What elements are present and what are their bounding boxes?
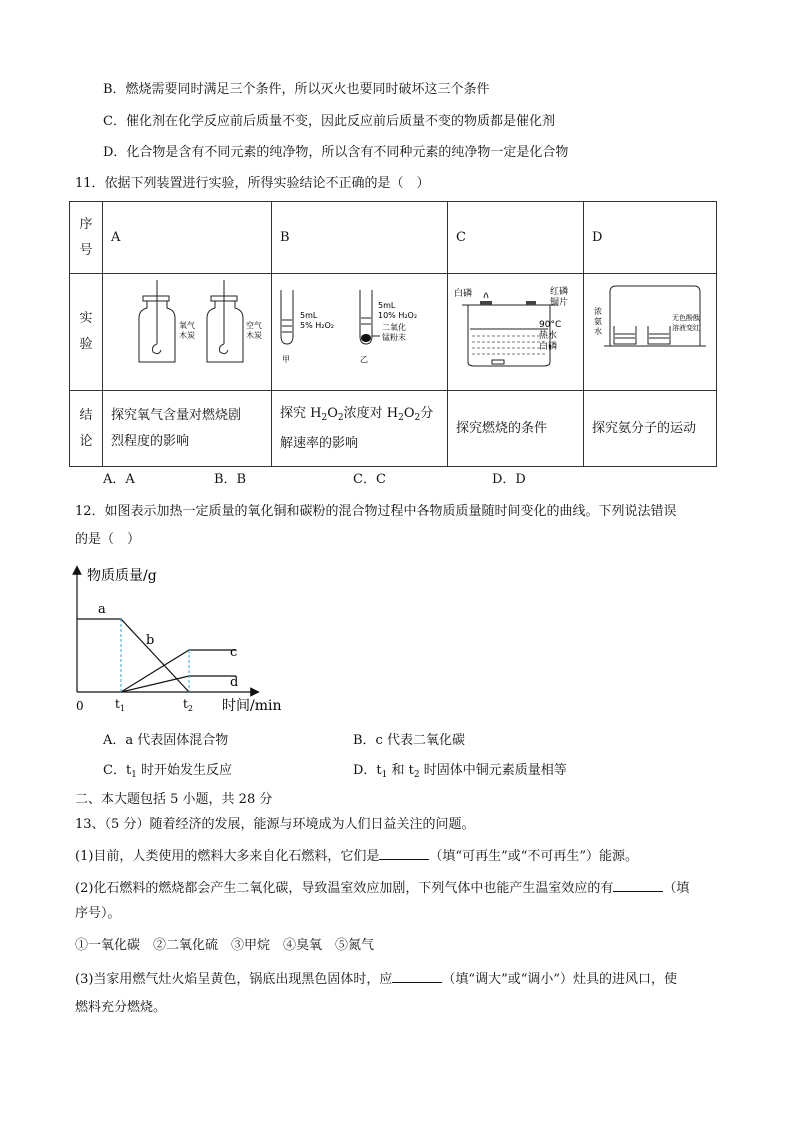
y-axis-label: 物质质量/g (87, 568, 157, 584)
table-row (70, 202, 717, 274)
d-left-2: 氨 (594, 317, 602, 326)
row-header-seq: 序 号 (70, 202, 103, 274)
b-yi-catalyst-2: 锰粉末 (382, 333, 406, 342)
q12-option-b: B．c 代表二氧化碳 (353, 733, 465, 748)
q12-stem-1: 12．如图表示加热一定质量的氧化铜和碳粉的混合物过程中各物质质量随时间变化的曲线。下列说法错误 (75, 504, 677, 519)
answer-blank-3[interactable] (392, 968, 442, 983)
red-phosphorus (526, 301, 536, 305)
diagram-a (103, 274, 272, 391)
conclusion-d: 探究氨分子的运动 (584, 391, 717, 467)
x-axis-label: 时间/min (222, 698, 282, 714)
row-header-conc: 结 论 (70, 391, 103, 467)
col-header-b: B (272, 202, 448, 274)
b-yi-vol: 5mL (378, 301, 396, 310)
q11-stem: 11．依据下列装置进行实验，所得实验结论不正确的是（ ） (75, 176, 430, 191)
a-left-label-1: 氧气 (179, 321, 195, 330)
c-red-p-2: 铜片 (550, 298, 569, 308)
c-white-p-2: 白磷 (539, 342, 558, 352)
b-jia-vol: 5mL (300, 311, 318, 320)
q12-mass-time-graph (60, 562, 300, 720)
q13-part-3: (3)当家用燃气灶火焰呈黄色，锅底出现黑色固体时，应 （填“调大”或“调小”）灶具的进风口，使 (75, 968, 677, 990)
t2-label: $t_2$ (183, 697, 193, 713)
col-header-c: C (448, 202, 584, 274)
curve-c (121, 650, 239, 692)
q13-stem: 13、（5 分）随着经济的发展，能源与环境成为人们日益关注的问题。 (75, 817, 475, 832)
q13-choices: ①一氧化碳 ②二氧化硫 ③甲烷 ④臭氧 ⑤氮气 (75, 938, 375, 953)
a-left-label-2: 木炭 (179, 331, 195, 340)
q12-option-d: D．$t_1$ 和 $t_2$ 时固体中铜元素质量相等 (353, 763, 567, 780)
diagram-c-svg (448, 274, 584, 390)
col-header-d: D (584, 202, 717, 274)
section-2-heading: 二、本大题包括 5 小题，共 28 分 (75, 792, 273, 807)
curve-c-label: c (230, 645, 238, 660)
diagram-b (272, 274, 448, 391)
diagram-b-svg (272, 274, 448, 390)
d-left-3: 水 (594, 327, 602, 336)
q11-option-b: B．B (214, 472, 247, 487)
row-header-exp: 实 验 (70, 274, 103, 391)
c-temp: 90°C (539, 320, 562, 330)
q13-part-3-line-2: 燃料充分燃烧。 (75, 1000, 167, 1015)
col-header-a: A (103, 202, 272, 274)
c-water: 热水 (539, 331, 558, 341)
diagram-a-svg (103, 274, 272, 390)
white-phosphorus-on-plate (480, 301, 492, 305)
d-left-1: 浓 (594, 307, 602, 316)
diagram-d-svg (584, 274, 717, 390)
answer-blank-2[interactable] (613, 877, 663, 892)
curve-d (121, 675, 239, 692)
q12-option-c: C．$t_1$ 时开始发生反应 (103, 763, 233, 780)
manganese-dioxide (361, 334, 371, 342)
q13-part-1: (1)目前，人类使用的燃料大多来自化石燃料，它们是 （填“可再生”或“不可再生”）能源。 (75, 845, 638, 867)
d-right-1: 无色酚酞 (672, 314, 700, 322)
c-red-p-1: 红磷 (550, 287, 569, 297)
table-row (70, 391, 717, 467)
table-row (70, 274, 717, 391)
q13-part-2-line-2: 序号）。 (75, 906, 121, 921)
curve-a-label: a (98, 602, 106, 617)
curve-d-label: d (230, 675, 239, 690)
b-jia-conc: 5% H₂O₂ (300, 321, 334, 330)
t1-label: $t_1$ (115, 697, 125, 713)
diagram-d (584, 274, 717, 391)
q10-option-c: C．催化剂在化学反应前后质量不变，因此反应前后质量不变的物质都是催化剂 (103, 114, 555, 129)
q11-option-c: C．C (353, 472, 386, 487)
q10-option-d: D．化合物是含有不同元素的纯净物，所以含有不同种元素的纯净物一定是化合物 (103, 145, 569, 160)
b-jia-label: 甲 (282, 355, 290, 364)
b-yi-label: 乙 (360, 355, 368, 364)
q12-option-a: A．a 代表固体混合物 (103, 733, 229, 748)
conclusion-b: 探究 $H_2O_2$浓度对 $H_2O_2$分 解速率的影响 (272, 391, 448, 467)
answer-blank-1[interactable] (379, 845, 429, 860)
curve-b-label: b (146, 633, 155, 648)
c-white-p: 白磷 (454, 289, 473, 299)
q10-option-b: B．燃烧需要同时满足三个条件，所以灭火也要同时破坏这三个条件 (103, 82, 490, 97)
b-yi-catalyst-1: 二氧化 (382, 323, 406, 332)
d-right-2: 溶液变红 (672, 324, 700, 332)
a-right-label-2: 木炭 (246, 331, 262, 340)
curve-a-b (77, 619, 189, 692)
q11-experiment-table (69, 201, 717, 467)
diagram-c (448, 274, 584, 391)
b-yi-conc: 10% H₂O₂ (378, 311, 418, 320)
q12-stem-2: 的是（ ） (75, 532, 141, 547)
q13-part-2: (2)化石燃料的燃烧都会产生二氧化碳，导致温室效应加剧，下列气体中也能产生温室效应的有 （填 (75, 877, 689, 899)
conclusion-c: 探究燃烧的条件 (448, 391, 584, 467)
origin-label: 0 (76, 699, 84, 713)
q11-option-d: D．D (492, 472, 526, 487)
a-right-label-1: 空气 (246, 321, 262, 330)
conclusion-a: 探究氧气含量对燃烧剧 烈程度的影响 (103, 391, 272, 467)
q11-option-a: A．A (103, 472, 135, 487)
